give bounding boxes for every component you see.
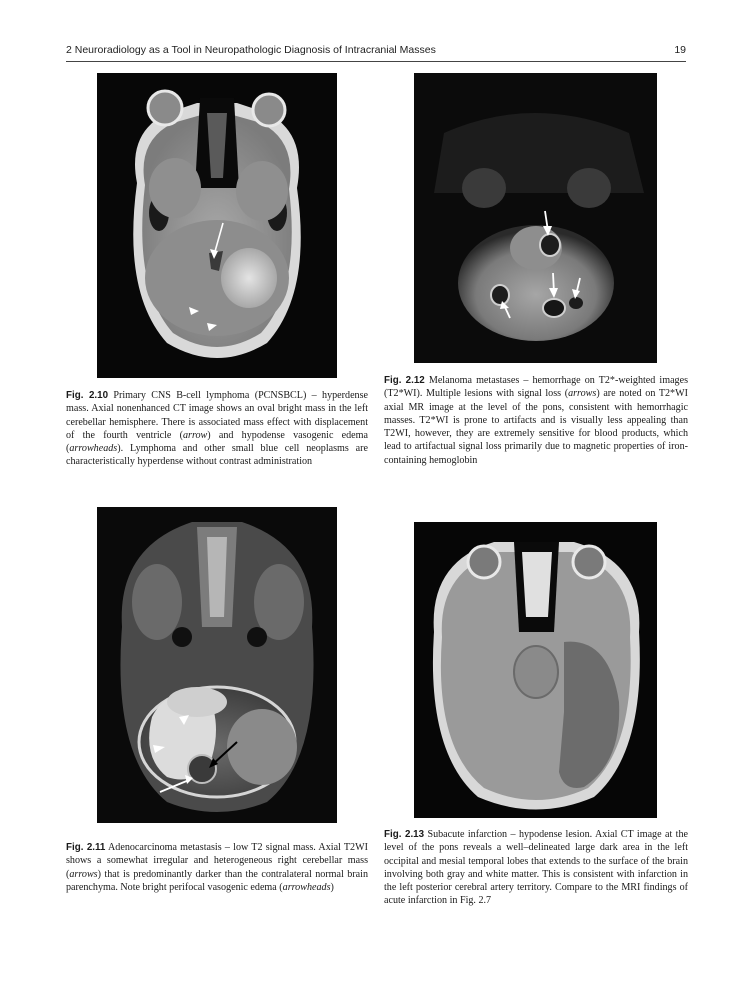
figure-2-11-caption	[66, 841, 368, 894]
figure-2-11-mr-image	[97, 507, 337, 823]
chapter-title: 2 Neuroradiology as a Tool in Neuropathologic Diagnosis of Intracranial Masses	[66, 44, 436, 56]
figure-2-13-ct-image	[414, 522, 657, 818]
figure-label: Fig. 2.13	[384, 829, 425, 840]
caption-italic: arrowheads	[282, 881, 331, 893]
figure-label: Fig. 2.11	[66, 842, 106, 853]
caption-segment: Subacute infarction – hypodense lesion. Axial CT image at the level of the pons reveals a well–delineated large dark area in the left occipital and mesial temporal lobes that extends to the surface of the brain involving both gray and white matter. This is consistent with infarction in the left posterior cerebral artery territory. Compare to the MRI findings of acute infarction in Fig. 2.7	[384, 829, 688, 907]
caption-segment: Adenocarcinoma metastasis – low T2 signal mass. Axial T2WI shows a somewhat irregular and heterogeneous right cerebellar mass (	[66, 842, 368, 880]
figure-2-10-ct-image	[97, 73, 337, 378]
caption-text	[384, 829, 688, 906]
page-number: 19	[674, 44, 686, 56]
caption-italic: arrows	[69, 868, 98, 880]
caption-text	[66, 842, 368, 893]
caption-segment: )	[330, 881, 334, 893]
caption-segment: ). Lymphoma and other small blue cell neoplasms are characteristically hyperdense without contrast administration	[66, 443, 368, 468]
figure-2-10-caption	[66, 389, 368, 469]
caption-italic: arrowheads	[69, 443, 118, 455]
running-header	[66, 43, 686, 62]
figure-2-12-mr-image	[414, 73, 657, 363]
figure-label: Fig. 2.10	[66, 390, 109, 401]
caption-text	[384, 375, 688, 466]
figure-2-13-caption	[384, 828, 688, 908]
caption-text	[66, 390, 368, 467]
figure-label: Fig. 2.12	[384, 375, 425, 386]
caption-italic: arrows	[568, 388, 597, 400]
caption-segment: ) and hypodense vasogenic edema (	[66, 429, 368, 455]
caption-segment: ) that is predominantly darker than the contralateral normal brain parenchyma. Note bright perifocal vasogenic edema (	[66, 868, 368, 893]
caption-segment: Melanoma metastases – hemorrhage on T2*-weighted images (T2*WI). Multiple lesions with signal loss (	[384, 375, 688, 400]
caption-segment: Primary CNS B-cell lymphoma (PCNSBCL) – hyperdense mass. Axial nonenhanced CT image shows an oval bright mass in the left cerebellar hemisphere. There is associated mass effect with displacement of the fourth ventricle (	[66, 390, 369, 441]
figure-2-12-caption	[384, 374, 688, 467]
caption-italic: arrow	[182, 429, 208, 441]
caption-segment: ) are noted on T2*WI axial MR image at the level of the pons, consistent with hemorrhagic masses. T2*WI is prone to artifacts and is visually less appealing than T2WI, however, they are extremely sensitive for blood products, which lead to artifactual signal loss primarily due to magnetic properties of iron-containing hemoglobin	[384, 388, 688, 466]
